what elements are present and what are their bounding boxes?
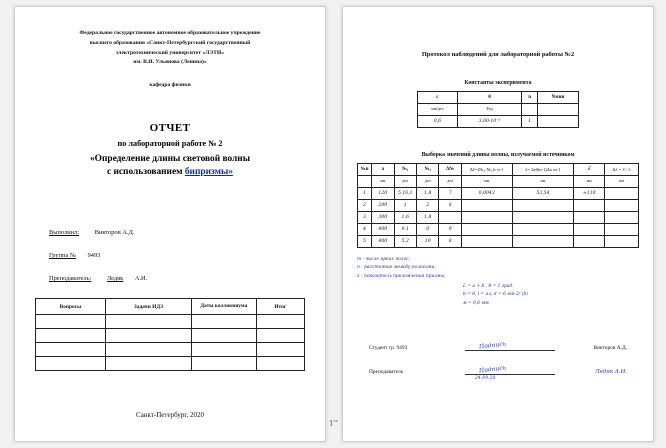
meas-col-lambda-mean: λ̄ — [574, 164, 605, 176]
meas-lambda: 53,54 — [512, 188, 574, 200]
meas-lambda-mean — [574, 236, 605, 248]
const-value-c: 0,6 — [418, 116, 458, 128]
note-line-1: m - число ярких полос, — [357, 257, 411, 262]
meas-lambda-mean — [574, 224, 605, 236]
meas-index: 3 — [358, 212, 372, 224]
field-teacher-initials: А.И. — [134, 275, 148, 283]
department-label: кафедра физики — [149, 82, 191, 89]
meas-lambda — [512, 212, 574, 224]
meas-unit-n1: дел — [394, 176, 416, 188]
meas-a: 400 — [372, 236, 394, 248]
field-group-label: Группа № — [49, 252, 76, 260]
measurements-table — [357, 163, 639, 248]
meas-n2: 1,8 — [416, 188, 438, 200]
cell — [192, 329, 257, 343]
meas-lambda-dev — [605, 236, 639, 248]
meas-unit-n2: дел — [416, 176, 438, 188]
meas-unit-a: мм — [372, 176, 394, 188]
meas-a: 400 — [372, 224, 394, 236]
cell — [36, 357, 106, 371]
meas-unit-lambda-mean: нм — [574, 176, 605, 188]
report-topic-prefix: с использованием — [106, 167, 185, 178]
meas-unit-delta-l: мм — [461, 176, 512, 188]
note-line-4: L = a + b , θ = 1 град. — [463, 284, 514, 290]
signature-row-teacher — [369, 364, 627, 381]
meas-dn: 7 — [439, 188, 461, 200]
table-units-row — [418, 104, 579, 116]
meas-a: 120 — [372, 188, 394, 200]
note-line-3: λ - показатель преломления призмы, — [357, 273, 446, 279]
const-col-c: c — [418, 92, 458, 104]
meas-lambda-dev — [605, 224, 639, 236]
meas-unit-index — [358, 176, 372, 188]
cell — [256, 343, 304, 357]
report-topic-highlight: бипризмы» — [184, 167, 233, 178]
meas-n1: 5,16,1 — [394, 188, 416, 200]
meas-a: 300 — [372, 212, 394, 224]
cell — [36, 343, 106, 357]
report-topic-line-2 — [15, 167, 325, 177]
signature-student-label: Студент гр. 9493 — [369, 345, 408, 351]
table-row — [36, 357, 305, 371]
cell — [36, 329, 106, 343]
table-row — [358, 200, 639, 212]
meas-col-lambda-dev: Δλ = λ̄ - λ — [605, 164, 639, 176]
field-performed-by — [49, 229, 325, 236]
signature-row-student — [369, 341, 627, 351]
signature-teacher-label: Преподаватель — [369, 369, 404, 375]
field-teacher-label: Преподаватель: — [49, 275, 92, 283]
field-performed-by-value: Викторов А.Д. — [94, 229, 135, 237]
meas-lambda-dev — [605, 212, 639, 224]
report-title: ОТЧЕТ — [149, 122, 191, 135]
col-total: Итог — [256, 299, 304, 315]
const-unit-c: мм/дел — [418, 104, 458, 116]
cell — [256, 315, 304, 329]
const-col-theta: θ — [457, 92, 522, 104]
meas-n2: 1,8 — [416, 212, 438, 224]
field-group — [49, 252, 325, 259]
handwritten-notes-right — [463, 283, 639, 308]
meas-n2: 10 — [416, 236, 438, 248]
field-group-value: 9493 — [87, 252, 101, 260]
meas-index: 1 — [358, 188, 372, 200]
signature-student-line[interactable] — [465, 341, 555, 351]
meas-n2: 2 — [416, 200, 438, 212]
table-header-row — [418, 92, 579, 104]
cell — [256, 329, 304, 343]
meas-unit-lambda-dev: нм — [605, 176, 639, 188]
field-teacher — [49, 275, 325, 282]
cell — [105, 343, 191, 357]
grades-table-wrap — [35, 298, 305, 371]
meas-lambda — [512, 200, 574, 212]
meas-col-dn: Δ№ — [439, 164, 461, 176]
cell — [105, 357, 191, 371]
grades-table — [35, 298, 305, 371]
meas-index: 4 — [358, 224, 372, 236]
signature-student-scribble: Подпись — [478, 340, 507, 351]
meas-lambda-mean — [574, 212, 605, 224]
signature-block — [343, 341, 653, 389]
const-col-nmin: Nмин — [537, 92, 578, 104]
const-unit-n — [522, 104, 537, 116]
table-row — [36, 329, 305, 343]
meas-col-n1: №₁ — [394, 164, 416, 176]
note-line-5: b = θ, l = aл, d = 6 мм·2/ (b) — [463, 292, 528, 298]
meas-unit-dn: дел — [439, 176, 461, 188]
meas-lambda-dev — [605, 188, 639, 200]
const-value-n: 1 — [522, 116, 537, 128]
institution-line-1: Федеральное государственное автономное образовательное учреждение — [79, 30, 261, 36]
col-colloquium-dates: Даты коллоквиума — [192, 299, 257, 315]
signature-teacher-name: Ледяк А.И. — [595, 369, 627, 375]
const-value-nmin — [537, 116, 578, 128]
signature-teacher-date: 24.09.20 — [475, 376, 496, 381]
measurements-caption: Выборка значений длины волны, излучаемой источником — [421, 152, 575, 158]
measurements-table-wrap — [357, 163, 639, 248]
table-values-row — [418, 116, 579, 128]
const-value-theta: 3,00·10⁻³ — [457, 116, 522, 128]
table-row — [358, 188, 639, 200]
table-row — [36, 315, 305, 329]
const-unit-theta: Рад — [457, 104, 522, 116]
signature-teacher-scribble: Подпись — [478, 364, 507, 375]
meas-n1: 9,1 — [394, 224, 416, 236]
signature-student-name: Викторов А.Д. — [593, 345, 627, 351]
constants-table — [417, 91, 579, 128]
meas-delta-l — [461, 200, 512, 212]
page-number-value: 1 — [329, 419, 334, 427]
institution-line-4: им. В.И. Ульянова (Ленина)» — [133, 59, 207, 66]
meas-col-a: а — [372, 164, 394, 176]
author-fields — [49, 229, 325, 282]
page-number-suffix: ст — [333, 417, 338, 423]
report-title-page — [14, 6, 326, 442]
handwritten-notes — [357, 256, 639, 281]
institution-line-3: электротехнический университет «ЛЭТИ» — [115, 49, 224, 56]
meas-index: 2 — [358, 200, 372, 212]
report-subtitle: по лабораторной работе № 2 — [117, 139, 223, 149]
meas-unit-lambda: нм — [512, 176, 574, 188]
col-questions: Вопросы — [36, 299, 106, 315]
col-tasks: Задачи ИДЗ — [105, 299, 191, 315]
meas-col-lambda: λ= 2aθ(n-1)Δx m-1 — [512, 164, 574, 176]
page-number-mark — [329, 418, 338, 427]
meas-index: 5 — [358, 236, 372, 248]
report-title-block — [15, 122, 325, 177]
protocol-page — [329, 6, 654, 442]
cell — [192, 315, 257, 329]
meas-n1: 1 — [394, 200, 416, 212]
meas-lambda — [512, 224, 574, 236]
meas-col-delta-l: Δℓ=(№₂-№₁)c n-1 — [461, 164, 512, 176]
constants-caption: Константы эксперимента — [464, 80, 532, 86]
constants-table-wrap — [417, 91, 579, 128]
field-performed-by-label: Выполнил: — [49, 229, 80, 237]
signature-teacher-line[interactable] — [465, 364, 555, 381]
note-line-2: n - расстояние между полосами, — [357, 265, 436, 271]
meas-dn: 8 — [439, 200, 461, 212]
city-year-footer: Санкт-Петербург, 2020 — [136, 411, 204, 419]
cell — [256, 357, 304, 371]
meas-n1: 1,6 — [394, 212, 416, 224]
cell — [105, 329, 191, 343]
meas-delta-l: 0,0043 — [461, 188, 512, 200]
const-col-n: n — [522, 92, 537, 104]
meas-col-n2: №₂ — [416, 164, 438, 176]
meas-dn: 9 — [439, 224, 461, 236]
meas-delta-l — [461, 236, 512, 248]
table-row — [36, 343, 305, 357]
field-teacher-value: Ледяк — [106, 275, 124, 283]
cell — [192, 357, 257, 371]
cell — [192, 343, 257, 357]
table-row — [358, 236, 639, 248]
meas-a: 200 — [372, 200, 394, 212]
meas-dn — [439, 212, 461, 224]
meas-lambda-mean — [574, 200, 605, 212]
const-unit-nmin — [537, 104, 578, 116]
meas-lambda — [512, 236, 574, 248]
meas-col-index: №п — [358, 164, 372, 176]
meas-n1: 5,2 — [394, 236, 416, 248]
cell — [36, 315, 106, 329]
meas-dn: 8 — [439, 236, 461, 248]
note-line-6: м = 0,6 мм — [463, 300, 489, 306]
table-units-row — [358, 176, 639, 188]
table-row — [358, 224, 639, 236]
table-row — [358, 212, 639, 224]
meas-lambda-dev — [605, 200, 639, 212]
meas-delta-l — [461, 212, 512, 224]
cell — [105, 315, 191, 329]
meas-delta-l — [461, 224, 512, 236]
table-header-row — [358, 164, 639, 176]
protocol-title: Протокол наблюдений для лабораторной работы №2 — [421, 51, 575, 58]
report-topic-line-1: «Определение длины световой волны — [89, 154, 251, 165]
meas-n2: 0 — [416, 224, 438, 236]
institution-header — [41, 29, 299, 68]
institution-line-2: высшего образования «Санкт-Петербургский государственный — [89, 39, 251, 46]
table-header-row — [36, 299, 305, 315]
meas-lambda-mean: ≈110 — [574, 188, 605, 200]
